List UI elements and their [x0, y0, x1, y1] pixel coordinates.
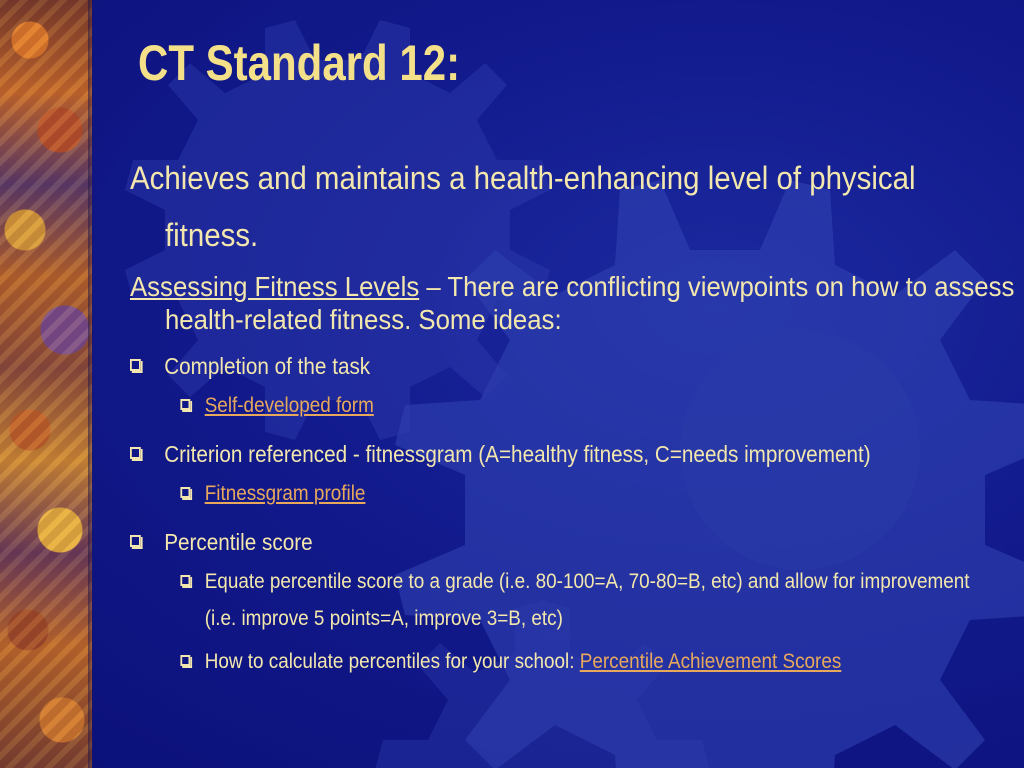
list-item	[130, 475, 997, 512]
list-item-text: Criterion referenced - fitnessgram (A=healthy fitness, C=needs improvement)	[164, 441, 871, 467]
decorative-side-strip	[0, 0, 92, 768]
list-item	[130, 527, 1001, 557]
self-developed-form-link[interactable]: Self-developed form	[204, 394, 374, 417]
checkbox-bullet-icon	[180, 399, 190, 410]
list-item	[130, 387, 997, 424]
fitnessgram-profile-link[interactable]: Fitnessgram profile	[204, 482, 366, 505]
assessing-paragraph-text: – There are conflicting viewpoints on how to assess health-related fitness. Some ideas:	[164, 271, 1015, 335]
list-item-text: How to calculate percentiles for your school:	[204, 650, 580, 673]
percentile-achievement-scores-link[interactable]: Percentile Achievement Scores	[579, 650, 842, 673]
list-item	[130, 643, 997, 680]
list-item-text: Equate percentile score to a grade (i.e. 80-100=A, 70-80=B, etc) and allow for improvement (i.e. improve 5 points=A, improve 3=B, etc)	[204, 570, 970, 630]
checkbox-bullet-icon	[130, 535, 141, 547]
list-item-text: Percentile score	[164, 529, 313, 555]
assessing-fitness-levels-link[interactable]: Assessing Fitness Levels	[130, 271, 420, 302]
checkbox-bullet-icon	[130, 359, 141, 371]
checkbox-bullet-icon	[180, 487, 190, 498]
list-item	[130, 351, 1001, 381]
checkbox-bullet-icon	[180, 655, 190, 666]
assessing-paragraph	[130, 270, 1021, 336]
standard-description: Achieves and maintains a health-enhancing level of physical fitness.	[130, 160, 916, 253]
slide-title: CT Standard 12:	[138, 35, 461, 91]
list-item	[130, 563, 997, 637]
list-item-text: Completion of the task	[164, 353, 371, 379]
side-strip-shadow	[88, 0, 94, 768]
checkbox-bullet-icon	[130, 447, 141, 459]
list-item	[130, 439, 1001, 469]
slide-body	[130, 150, 1015, 680]
ideas-list	[130, 351, 1000, 680]
checkbox-bullet-icon	[180, 575, 190, 586]
